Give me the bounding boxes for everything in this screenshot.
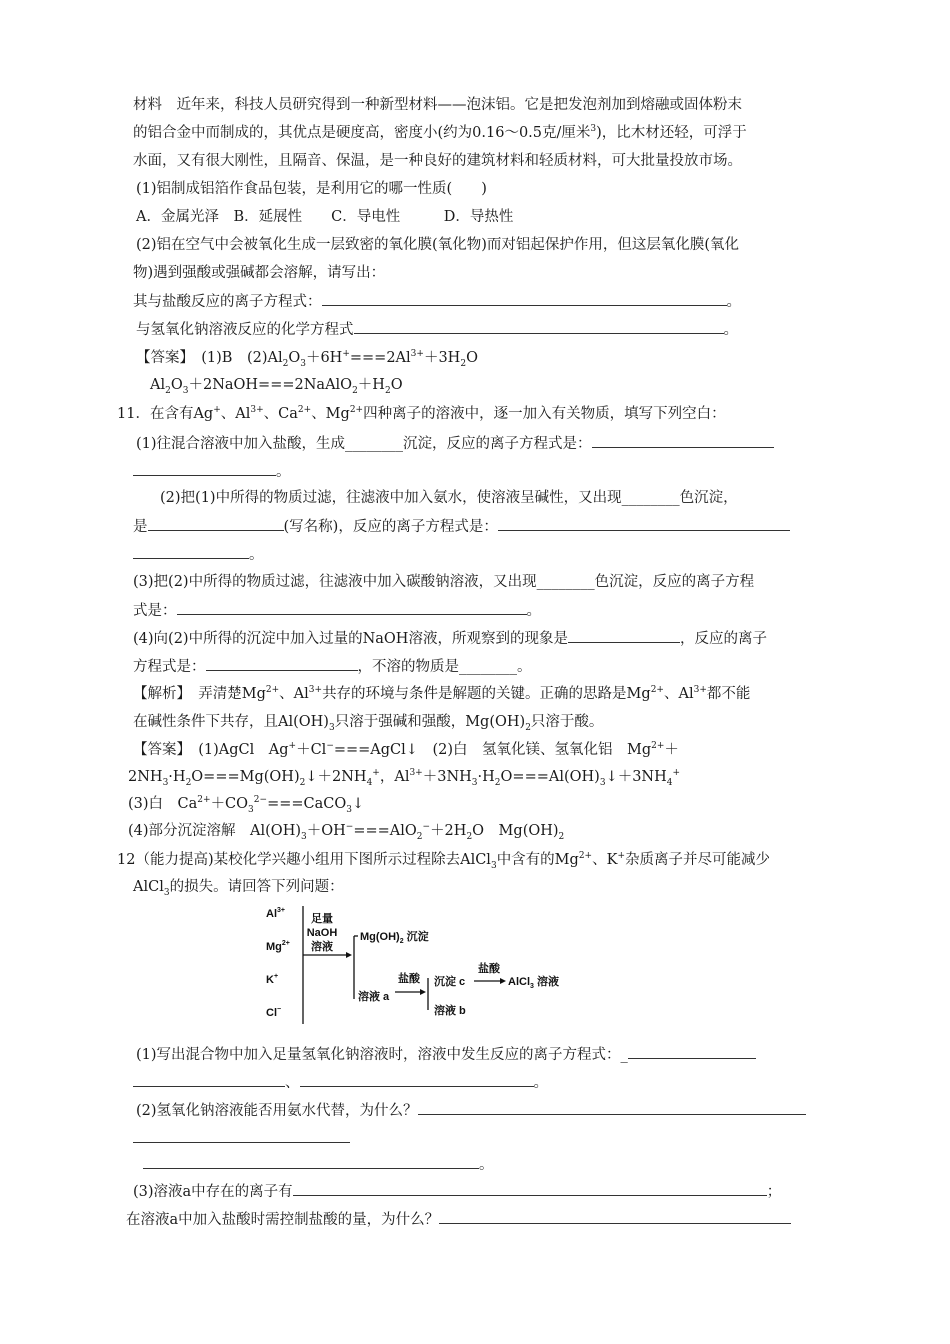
solution-b: 溶液 b <box>434 1005 466 1017</box>
alcl3-solution: AlCl$_3$ 溶液 <box>508 976 559 990</box>
q12-part2: (2)氢氧化钠溶液能否用氨水代替，为什么？ <box>136 1100 806 1121</box>
q11-analysis-2: 在碱性条件下共存，且$Al(OH)_3$只溶于强碱和强酸，$Mg(OH)_2$只溶于酸。 <box>133 714 604 733</box>
precipitate-c: 沉淀 c <box>434 976 466 988</box>
answer-blank[interactable] <box>133 1072 285 1087</box>
q12-part1: (1)写出混合物中加入足量氢氧化钠溶液时，溶液中发生反应的离子方程式：_ <box>136 1044 756 1065</box>
q11-part1: (1)往混合溶液中加入盐酸，生成________沉淀，反应的离子方程式是： <box>136 433 774 454</box>
answer-blank[interactable] <box>206 656 358 671</box>
answer-blank[interactable] <box>439 1209 791 1224</box>
q10-part2-d: 与氢氧化钠溶液反应的化学方程式 。 <box>136 319 738 340</box>
intro-line-1: 材料 近年来，科技人员研究得到一种新型材料——泡沫铝。它是把发泡剂加到熔融或固体粉末 <box>133 97 742 113</box>
q10-part2-b: 物)遇到强酸或强碱都会溶解，请写出： <box>133 265 386 281</box>
arrow-2-head <box>420 989 426 995</box>
q11-part4-b: 方程式是： ，不溶的物质是________。 <box>133 656 532 677</box>
solution-a: 溶液 a <box>358 991 390 1003</box>
q11-part1-cont: 。 <box>133 461 291 482</box>
answer-blank[interactable] <box>133 1128 350 1143</box>
reagent-2: NaOH <box>306 927 338 939</box>
q11-answer-2: $2NH_3\cdot H_2O===Mg(OH)_2↓+2NH_4^+$，$Al^{3+}+3NH_3\cdot H_2O===Al(OH)_3↓+3NH_4^+$ <box>128 768 681 788</box>
q11-part4-a: (4)向(2)中所得的沉淀中加入过量的NaOH溶液，所观察到的现象是 ，反应的离子 <box>133 628 767 649</box>
q11-part3-b: 式是： 。 <box>133 600 541 621</box>
mg-oh2-precipitate: $Mg(OH)_2$ 沉淀 <box>360 931 429 945</box>
q11-answer-1: 【答案】 (1)AgCl Ag+＋Cl−===AgCl↓ (2)白 氢氧化镁、氢氧化铝 $Mg^{2+}+$ <box>133 741 679 758</box>
answer-blank[interactable] <box>133 544 249 559</box>
q11-title: 11．在含有Ag+、$Al^{3+}$、$Ca^{2+}$、$Mg^{2+}$四种离子的溶液中，逐一加入有关物质，填写下列空白： <box>117 405 726 422</box>
answer-blank[interactable] <box>177 600 527 615</box>
answer-blank[interactable] <box>148 516 284 531</box>
ion-al: $Al^{3+}$ <box>266 907 285 920</box>
q11-answer-4: (4)部分沉淀溶解 $Al(OH)_3+OH^-===AlO_2^-+2H_2O$ $Mg(OH)_2$ <box>128 822 565 842</box>
q12-part4: 在溶液a中加入盐酸时需控制盐酸的量，为什么？ <box>126 1209 791 1230</box>
q11-answer-3: (3)白 $Ca^{2+}+CO_3^{2-}===CaCO_3↓$ <box>128 795 365 815</box>
q12-part2-cont-2: 。 <box>143 1154 494 1175</box>
ion-k: K+ <box>266 973 279 986</box>
arrow-3-head <box>500 978 506 984</box>
ion-list <box>266 907 290 1019</box>
answer-blank[interactable] <box>300 1072 534 1087</box>
q12-title: 12（能力提高)某校化学兴趣小组用下图所示过程除去AlCl$_3$中含有的$Mg^{2+}$、K+杂质离子并尽可能减少 <box>117 851 770 871</box>
q11-part2-a: (2)把(1)中所得的物质过滤，往滤液中加入氨水，使溶液呈碱性，又出现________色沉淀， <box>160 490 738 506</box>
q11-part2-b: 是 (写名称)，反应的离子方程式是： <box>133 516 790 537</box>
answer-blank[interactable] <box>498 516 790 531</box>
answer-blank[interactable] <box>418 1100 806 1115</box>
q10-part2-a: (2)铝在空气中会被氧化生成一层致密的氧化膜(氧化物)而对铝起保护作用，但这层氧化膜(氧化 <box>136 237 740 253</box>
q12-title-2: AlCl$_3$的损失。请回答下列问题： <box>133 879 344 898</box>
q12-part1-cont: 、 。 <box>133 1072 548 1093</box>
answer-blank[interactable] <box>133 461 276 476</box>
ion-cl: Cl− <box>266 1006 282 1019</box>
process-flow-diagram <box>262 904 582 1034</box>
answer-blank[interactable] <box>568 628 680 643</box>
q10-part2-c: 其与盐酸反应的离子方程式： 。 <box>133 291 741 312</box>
answer-blank[interactable] <box>143 1154 479 1169</box>
q12-part2-cont <box>133 1128 350 1149</box>
reagent-1: 足量 <box>311 913 333 925</box>
ion-mg: $Mg^{2+}$ <box>266 940 290 953</box>
hcl-label-1: 盐酸 <box>398 973 420 985</box>
arrow-1-head <box>346 952 352 958</box>
q11-part2-c: 。 <box>133 544 264 565</box>
intro-line-3: 水面，又有很大刚性，且隔音、保温，是一种良好的建筑材料和轻质材料，可大批量投放市场。 <box>133 153 742 169</box>
q11-analysis-1: 【解析】 弄清楚$Mg^{2+}$、$Al^{3+}$共存的环境与条件是解题的关键。正确的思路是$Mg^{2+}$、$Al^{3+}$都不能 <box>133 685 751 702</box>
q10-answer-1: 【答案】 (1)B $(2)Al_2O_3+6H^+===2Al^{3+}+3H_2O$ <box>136 349 478 369</box>
answer-blank[interactable] <box>592 433 774 448</box>
q10-part1: (1)铝制成铝箔作食品包装，是利用它的哪一性质( ) <box>136 181 487 197</box>
q11-part3-a: (3)把(2)中所得的物质过滤，往滤液中加入碳酸钠溶液，又出现________色沉淀，反应的离子方程 <box>133 574 755 590</box>
q12-part3: (3)溶液a中存在的离子有 ； <box>133 1181 781 1202</box>
q10-answer-2: $Al_2O_3+2NaOH===2NaAlO_2+H_2O$ <box>150 377 403 396</box>
intro-line-2: 的铝合金中而制成的，其优点是硬度高，密度小(约为0.16～0.5克/厘米$^3$)，比木材还轻，可浮于 <box>133 124 747 141</box>
answer-blank[interactable] <box>354 319 724 334</box>
reagent-3: 溶液 <box>311 941 333 953</box>
answer-blank[interactable] <box>293 1181 767 1196</box>
answer-blank[interactable] <box>628 1044 756 1059</box>
hcl-label-2: 盐酸 <box>478 963 500 975</box>
answer-blank[interactable] <box>322 291 727 306</box>
q10-options: A．金属光泽 B．延展性 C．导电性 D．导热性 <box>136 209 514 225</box>
